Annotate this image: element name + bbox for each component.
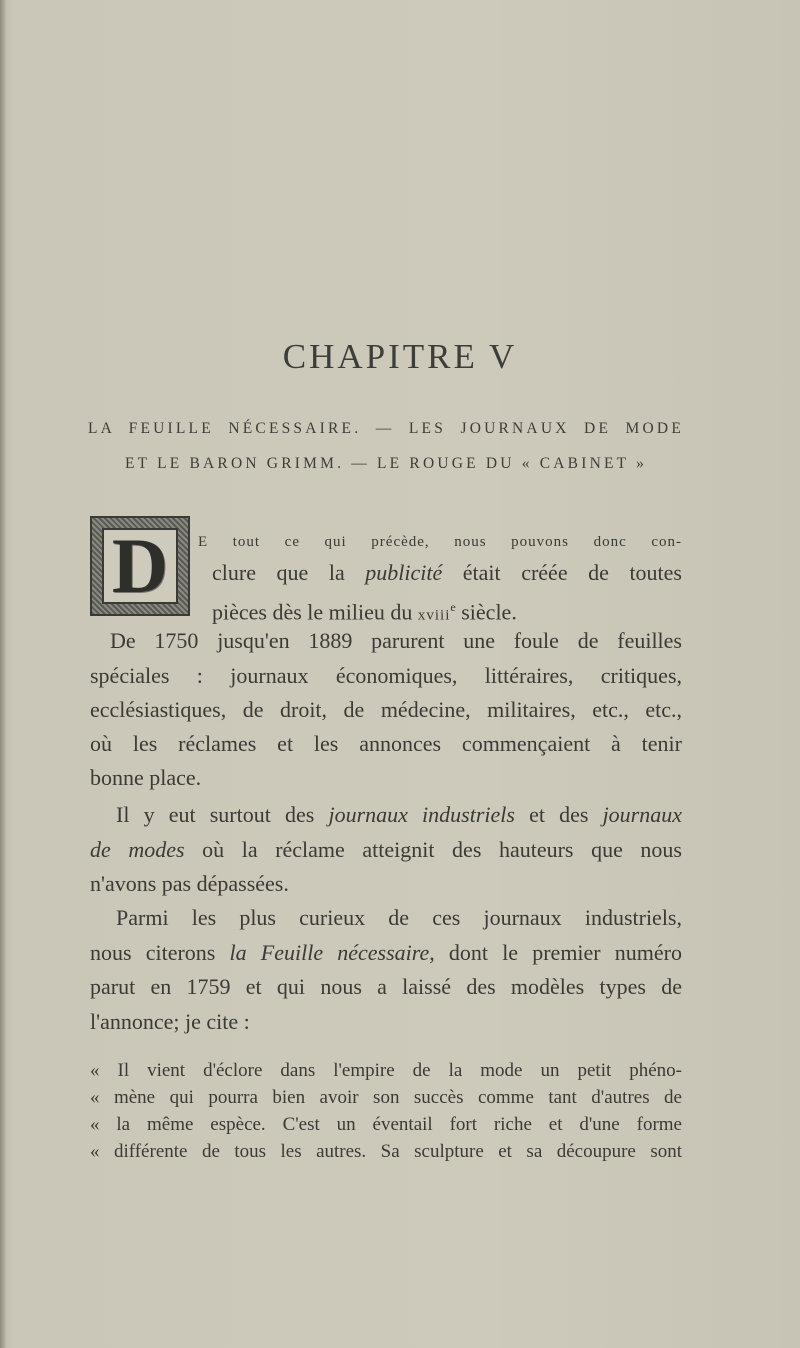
paragraph3-line1: Il y eut surtout des journaux industriels et des journaux (116, 802, 683, 827)
dropcap-letter: D (111, 522, 169, 609)
paragraph4-line3: parut en 1759 et qui nous a laissé des modèles types de (90, 974, 682, 999)
paragraph4-line2: nous citerons la Feuille nécessaire, dont le premier numéro (90, 940, 682, 965)
chapter-subtitle-line1: LA FEUILLE NÉCESSAIRE. — LES JOURNAUX DE MODE (88, 420, 684, 437)
quote-line4: « différente de tous les autres. Sa sculpture et sa découpure sont (90, 1141, 682, 1162)
chapter-title: CHAPITRE V (282, 337, 518, 376)
ornamental-dropcap (90, 516, 190, 616)
paragraph2-line4: où les réclames et les annonces commençaient à tenir (90, 731, 682, 756)
page-edge (0, 0, 6, 1348)
paragraph4-line1: Parmi les plus curieux de ces journaux industriels, (116, 905, 682, 930)
paragraph1-line1: E tout ce qui précède, nous pouvons donc con- (198, 534, 682, 550)
paragraph1-line3: pièces dès le milieu du xviii$^e$ siècle. (212, 599, 517, 625)
paragraph4-line4: l'annonce; je cite : (90, 1009, 250, 1034)
paragraph2-line1: De 1750 jusqu'en 1889 parurent une foule de feuilles (110, 628, 682, 653)
quote-line2: « mène qui pourra bien avoir son succès comme tant d'autres de (90, 1087, 682, 1108)
chapter-subtitle-line2: ET LE BARON GRIMM. — LE ROUGE DU « CABINET » (124, 455, 648, 472)
quote-line3: « la même espèce. C'est un éventail fort riche et d'une forme (90, 1114, 682, 1135)
paragraph2-line3: ecclésiastiques, de droit, de médecine, militaires, etc., etc., (90, 697, 682, 722)
paragraph1-line2: clure que la publicité était créée de toutes (212, 560, 682, 585)
paragraph3-line3: n'avons pas dépassées. (90, 871, 289, 896)
quote-line1: « Il vient d'éclore dans l'empire de la mode un petit phéno- (90, 1060, 682, 1081)
paragraph2-line5: bonne place. (90, 765, 202, 790)
paragraph3-line2: de modes où la réclame atteignit des hauteurs que nous (90, 837, 682, 862)
paragraph2-line2: spéciales : journaux économiques, littéraires, critiques, (90, 663, 682, 688)
